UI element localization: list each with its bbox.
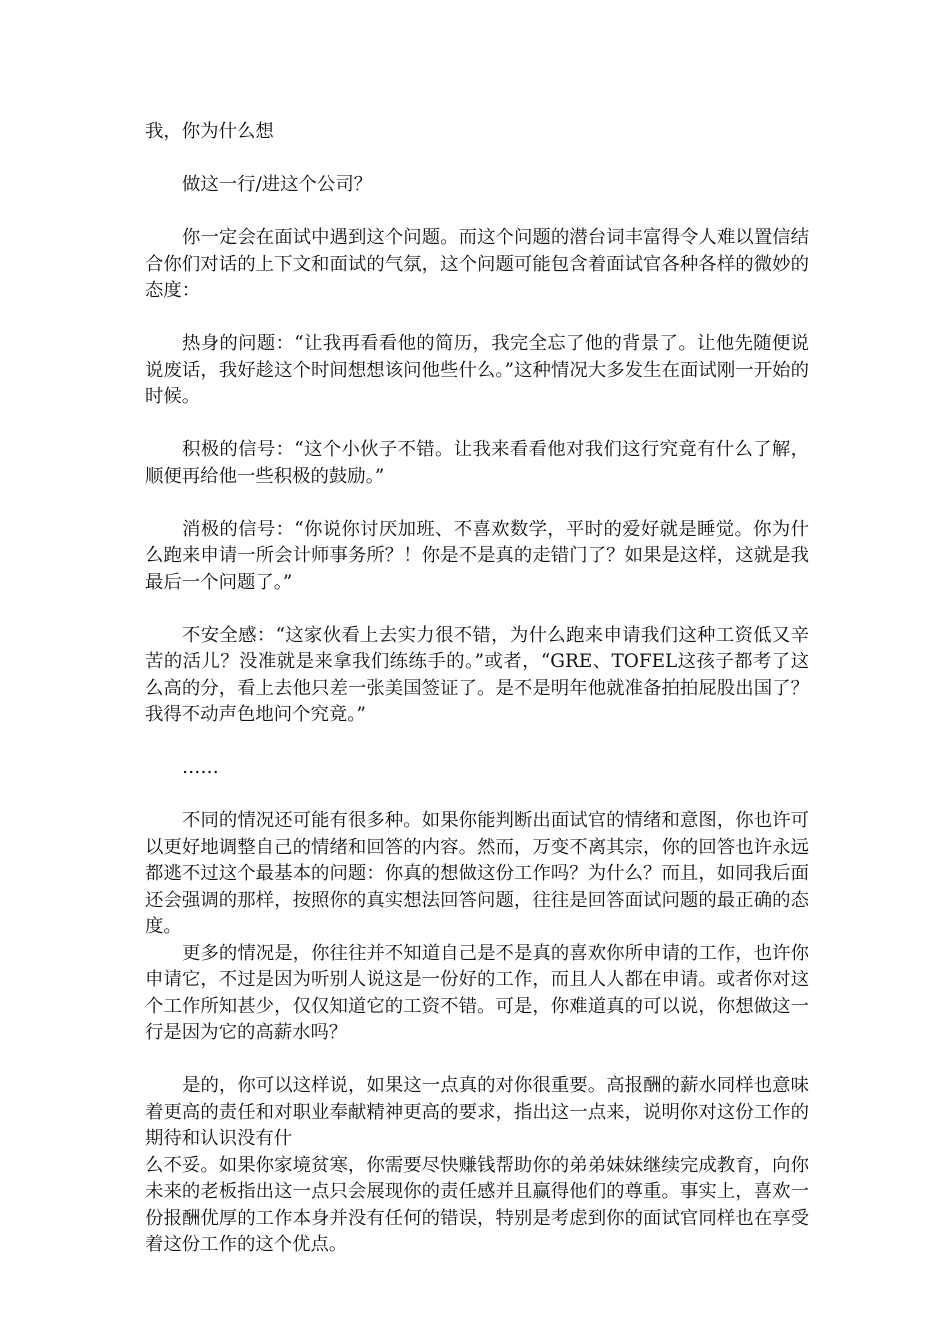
paragraph-insecurity: 不安全感：“这家伙看上去实力很不错，为什么跑来申请我们这种工资低又辛苦的活儿？没准就是来拿我们练练手的。”或者，“GRE、TOFEL这孩子都考了这么高的分，看上去他只差一张美国签证了。是不是明年他就准备拍拍屁股出国了？我得不动声色地问个究竟。” <box>145 624 809 725</box>
paragraph-warmup-question: 热身的问题：“让我再看看他的简历，我完全忘了他的背景了。让他先随便说说废话，我好趁这个时间想想该问他些什么。”这种情况大多发生在面试刚一开始的时候。 <box>145 333 809 407</box>
paragraph-ellipsis: …… <box>182 757 219 778</box>
paragraph-spacer <box>145 596 809 623</box>
paragraph-negative-signal: 消极的信号：“你说你讨厌加班、不喜欢数学，平时的爱好就是睡觉。你为什么跑来申请一所会计师事务所？！你是不是真的走错门了？如果是这样，这就是我最后一个问题了。” <box>145 518 809 593</box>
paragraph-spacer <box>145 490 809 517</box>
paragraph-heading-line-1: 我，你为什么想 <box>145 121 274 142</box>
paragraph-high-salary: 是的，你可以这样说，如果这一点真的对你很重要。高报酬的薪水同样也意味着更高的责任和对职业奉献精神更高的要求，指出这一点来，说明你对这份工作的期待和认识没有什 <box>145 1075 809 1149</box>
paragraph-positive-signal: 积极的信号：“这个小伙子不错。让我来看看他对我们这行究竟有什么了解，顺便再给他一些积极的鼓励。” <box>145 439 809 487</box>
paragraph-heading-line-2: 做这一行/进这个公司？ <box>182 174 373 195</box>
paragraph-spacer <box>145 729 809 756</box>
paragraph-spacer <box>145 782 809 809</box>
paragraph-spacer <box>145 411 809 438</box>
paragraph-spacer <box>145 146 809 173</box>
paragraph-many-situations: 不同的情况还可能有很多种。如果你能判断出面试官的情绪和意图，你也许可以更好地调整自己的情绪和回答的内容。然而，万变不离其宗，你的回答也许永远都逃不过这个最基本的问题：你真的想做这份工作吗？为什么？而且，如同我后面还会强调的那样，按照你的真实想法回答问题，往往是回答面试问题的最正确的态度。 <box>145 810 809 937</box>
paragraph-high-salary-continued: 么不妥。如果你家境贫寒，你需要尽快赚钱帮助你的弟弟妹妹继续完成教育，向你未来的老板指出这一点只会展现你的责任感并且赢得他们的尊重。事实上，喜欢一份报酬优厚的工作本身并没有任何的错误，特别是考虑到你的面试官同样也在享受着这份工作的这个优点。 <box>145 1154 809 1255</box>
paragraph-spacer <box>145 1047 809 1074</box>
paragraph-spacer <box>145 305 809 332</box>
paragraph-intro: 你一定会在面试中遇到这个问题。而这个问题的潜台词丰富得令人难以置信结合你们对话的上下文和面试的气氛，这个问题可能包含着面试官各种各样的微妙的态度： <box>145 227 809 301</box>
document-body <box>145 119 809 1259</box>
paragraph-spacer <box>145 199 809 226</box>
paragraph-more-situations: 更多的情况是，你往往并不知道自己是不是真的喜欢你所申请的工作，也许你申请它，不过是因为听别人说这是一份好的工作，而且人人都在申请。或者你对这个工作所知甚少，仅仅知道它的工资不错。可是，你难道真的可以说，你想做这一行是因为它的高薪水吗？ <box>145 942 809 1043</box>
